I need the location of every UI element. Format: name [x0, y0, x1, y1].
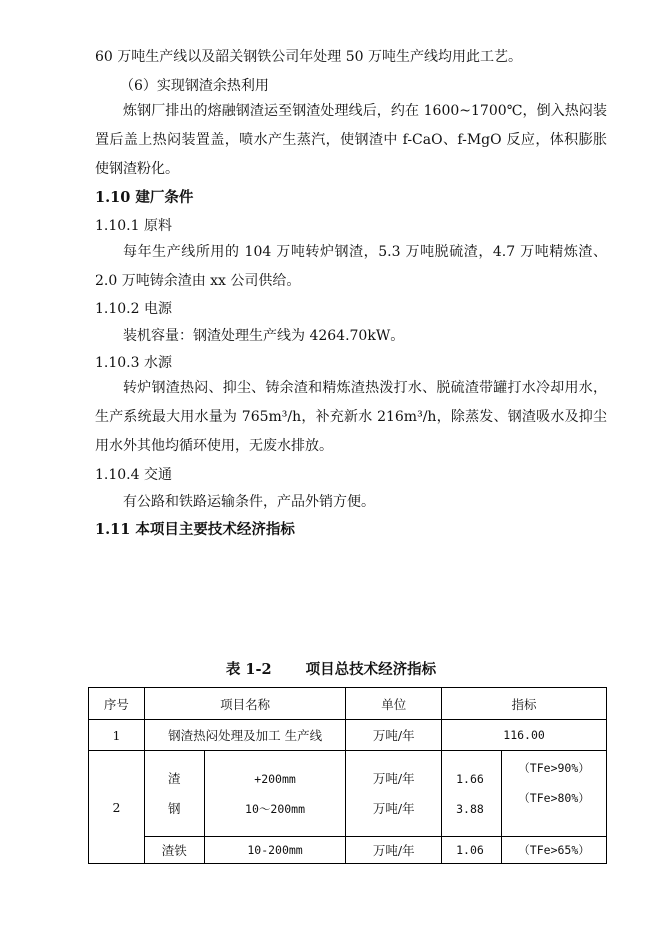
- header-seq: 序号: [89, 688, 145, 720]
- row3-value: 1.06: [442, 837, 502, 864]
- section-1-10-3-paragraph: 转炉钢渣热闷、抑尘、铸余渣和精炼渣热泼打水、脱硫渣带罐打水冷却用水，生产系统最大用水量为 765m³/h，补充新水 216m³/h，除蒸发、钢渣吸水及抑尘用水外其他均循环使用，无废水排放。: [95, 380, 607, 454]
- row2-seq: 2: [89, 751, 145, 864]
- row2-value2: 3.88: [456, 801, 484, 816]
- row2-note1: （TFe>90%）: [518, 761, 590, 775]
- section-1-10-heading: 1.10 建厂条件: [95, 189, 194, 206]
- table-caption: [0, 658, 662, 679]
- section-1-10-2-paragraph: 装机容量：钢渣处理生产线为 4264.70kW。: [123, 328, 405, 344]
- row2-group: [144, 751, 204, 837]
- table-row: [89, 837, 607, 864]
- section-1-10-3-heading: 1.10.3 水源: [95, 355, 172, 371]
- section-1-11-heading: 1.11 本项目主要技术经济指标: [95, 521, 295, 538]
- row2-notes: [502, 751, 607, 837]
- paragraph-continuation: 60 万吨生产线以及韶关钢铁公司年处理 50 万吨生产线均用此工艺。: [95, 49, 522, 65]
- row1-unit: 万吨/年: [346, 720, 442, 751]
- row2-note2: （TFe>80%）: [518, 791, 590, 805]
- item-6-paragraph: 炼钢厂排出的熔融钢渣运至钢渣处理线后，约在 1600~1700℃，倒入热闷装置后盖上热闷装置盖，喷水产生蒸汽，使钢渣中 f-CaO、f-MgO 反应，体积膨胀使钢渣粉化。: [95, 103, 607, 177]
- row2-group-char1: 渣: [168, 770, 181, 786]
- table-title: 项目总技术经济指标: [305, 661, 437, 678]
- row2-group-char2: 钢: [168, 800, 181, 816]
- row1-seq: 1: [89, 720, 145, 751]
- item-6-title: （6）实现钢渣余热利用: [120, 78, 269, 94]
- row3-unit: 万吨/年: [346, 837, 442, 864]
- row2-values: [442, 751, 502, 837]
- row2-size2: 10～200mm: [245, 801, 306, 816]
- row2-size1: +200mm: [254, 771, 296, 786]
- table-header-row: [89, 688, 607, 720]
- row2-sizes: [204, 751, 346, 837]
- header-index: 指标: [442, 688, 607, 720]
- indicator-table: [88, 687, 607, 864]
- table-row: [89, 720, 607, 751]
- row2-value1: 1.66: [456, 771, 484, 786]
- section-1-10-2-heading: 1.10.2 电源: [95, 301, 172, 317]
- row3-size: 10-200mm: [204, 837, 346, 864]
- section-1-10-4-paragraph: 有公路和铁路运输条件，产品外销方便。: [123, 494, 375, 510]
- section-1-10-4-heading: 1.10.4 交通: [95, 467, 172, 483]
- row2-unit2: 万吨/年: [372, 800, 415, 816]
- row1-name: 钢渣热闷处理及加工 生产线: [144, 720, 346, 751]
- row3-name: 渣铁: [144, 837, 204, 864]
- row3-note: （TFe>65%）: [502, 837, 607, 864]
- header-unit: 单位: [346, 688, 442, 720]
- row2-unit1: 万吨/年: [372, 770, 415, 786]
- table-number: 表 1-2: [225, 661, 272, 678]
- section-1-10-1-heading: 1.10.1 原料: [95, 218, 172, 234]
- header-name: 项目名称: [144, 688, 346, 720]
- row1-value: 116.00: [442, 720, 607, 751]
- row2-units: [346, 751, 442, 837]
- section-1-10-1-paragraph: 每年生产线所用的 104 万吨转炉钢渣，5.3 万吨脱硫渣，4.7 万吨精炼渣、2.0 万吨铸余渣由 xx 公司供给。: [95, 244, 607, 289]
- table-row: [89, 751, 607, 837]
